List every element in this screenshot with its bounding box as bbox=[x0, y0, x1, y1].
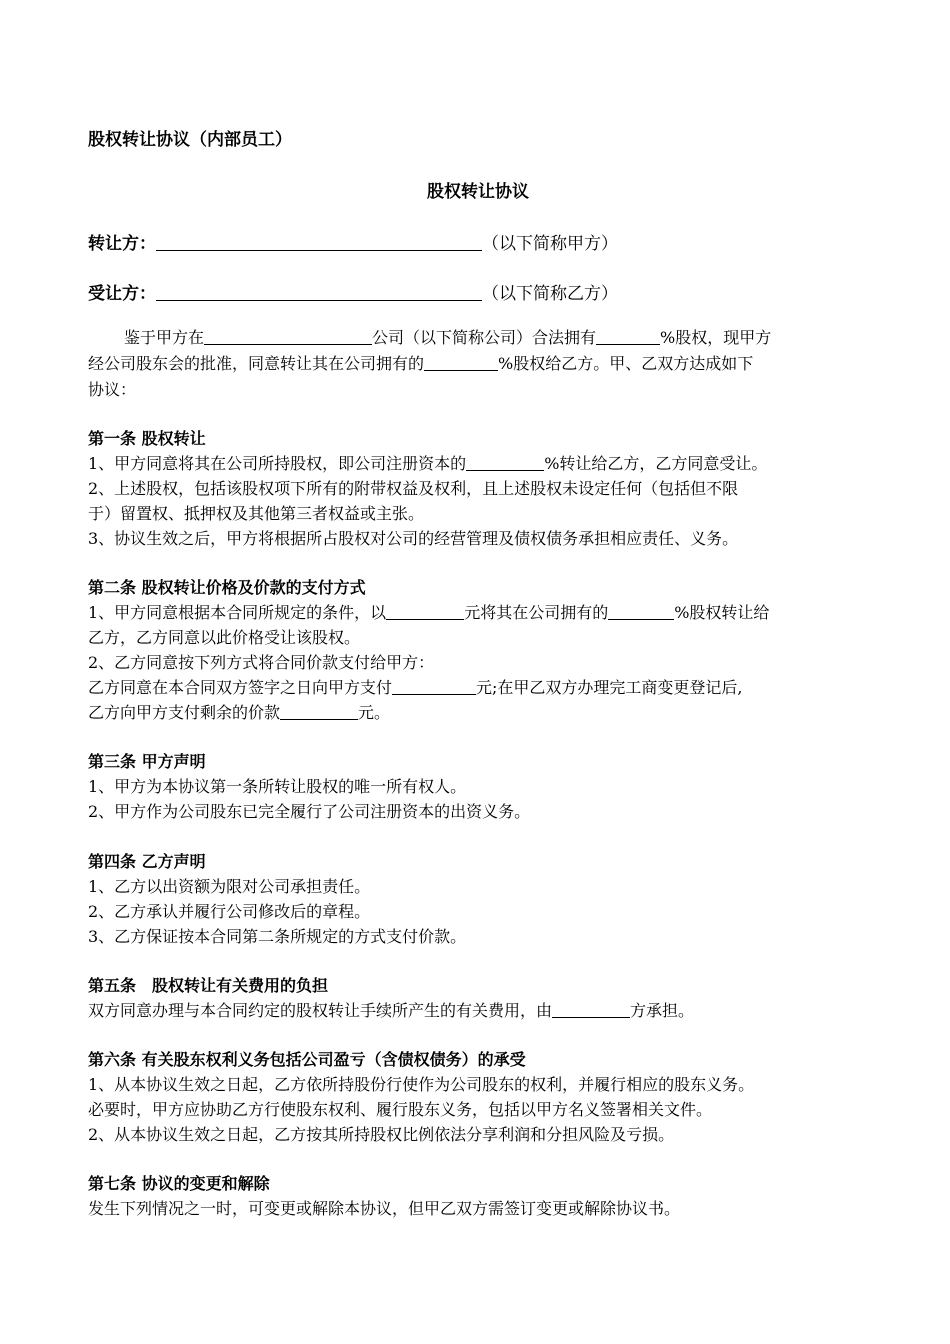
clause-text: 2、上述股权，包括该股权项下所有的附带权益及权利，且上述股权未设定任何（包括但不限 bbox=[88, 479, 739, 498]
clause-text: 1、乙方以出资额为限对公司承担责任。 bbox=[88, 877, 371, 896]
clause-text: 方承担。 bbox=[630, 1001, 695, 1020]
clause-text: 元。 bbox=[358, 703, 391, 722]
clause-text: 于）留置权、抵押权及其他第三者权益或主张。 bbox=[88, 504, 425, 523]
clause-text: 发生下列情况之一时，可变更或解除本协议，但甲乙双方需签订变更或解除协议书。 bbox=[88, 1199, 681, 1218]
remaining-payment-blank[interactable] bbox=[280, 703, 358, 720]
transfer-percent-blank[interactable] bbox=[424, 354, 498, 371]
intro-text: %股权，现甲方 bbox=[660, 328, 772, 347]
price-blank[interactable] bbox=[386, 603, 464, 620]
section-7 bbox=[88, 1171, 878, 1221]
section-5 bbox=[88, 973, 878, 1023]
section-2 bbox=[88, 575, 878, 725]
clause-text: 元;在甲乙双方办理完工商变更登记后, bbox=[476, 678, 743, 697]
intro-text: 公司（以下简称公司）合法拥有 bbox=[372, 328, 597, 347]
transferor-line bbox=[88, 229, 618, 254]
clause-text: 2、甲方作为公司股东已完全履行了公司注册资本的出资义务。 bbox=[88, 802, 531, 821]
section-title: 第二条 股权转让价格及价款的支付方式 bbox=[88, 578, 366, 597]
transferee-line bbox=[88, 279, 618, 304]
owned-percent-blank[interactable] bbox=[596, 328, 660, 345]
transferee-name-blank[interactable] bbox=[156, 284, 482, 301]
clause-text: 乙方同意在本合同双方签字之日向甲方支付 bbox=[88, 678, 393, 697]
transferee-suffix: （以下简称乙方） bbox=[482, 284, 618, 304]
clause-text: 2、乙方承认并履行公司修改后的章程。 bbox=[88, 902, 371, 921]
intro-text: %股权给乙方。甲、乙双方达成如下 bbox=[498, 354, 754, 373]
section-3 bbox=[88, 749, 878, 824]
section-title: 第七条 协议的变更和解除 bbox=[88, 1174, 270, 1193]
clause-text: 3、乙方保证按本合同第二条所规定的方式支付价款。 bbox=[88, 927, 467, 946]
registered-capital-percent-blank[interactable] bbox=[466, 454, 544, 471]
company-name-blank[interactable] bbox=[204, 328, 372, 345]
section-title: 第六条 有关股东权利义务包括公司盈亏（含债权债务）的承受 bbox=[88, 1050, 526, 1069]
clause-text: 2、从本协议生效之日起，乙方按其所持股权比例依法分享利润和分担风险及亏损。 bbox=[88, 1125, 675, 1144]
fee-party-blank[interactable] bbox=[552, 1001, 630, 1018]
intro-text: 鉴于甲方在 bbox=[124, 328, 205, 347]
transferor-name-blank[interactable] bbox=[156, 234, 482, 251]
price-percent-blank[interactable] bbox=[608, 603, 674, 620]
clause-text: 1、从本协议生效之日起，乙方依所持股份行使作为公司股东的权利，并履行相应的股东义务。 bbox=[88, 1075, 755, 1094]
intro-text: 经公司股东会的批准，同意转让其在公司拥有的 bbox=[88, 354, 425, 373]
intro-text: 协议： bbox=[88, 380, 137, 399]
section-title: 第四条 乙方声明 bbox=[88, 852, 206, 871]
document-heading: 股权转让协议（内部员工） bbox=[88, 130, 292, 150]
section-6 bbox=[88, 1047, 878, 1147]
clause-text: 必要时，甲方应协助乙方行使股东权利、履行股东义务，包括以甲方名义签署相关文件。 bbox=[88, 1100, 713, 1119]
transferee-label: 受让方： bbox=[88, 284, 156, 304]
intro-paragraph bbox=[88, 325, 868, 403]
section-1 bbox=[88, 426, 878, 551]
transferor-label: 转让方： bbox=[88, 234, 156, 254]
clause-text: 3、协议生效之后，甲方将根据所占股权对公司的经营管理及债权债务承担相应责任、义务。 bbox=[88, 529, 739, 548]
clause-text: 2、乙方同意按下列方式将合同价款支付给甲方： bbox=[88, 653, 435, 672]
clause-text: 乙方向甲方支付剩余的价款 bbox=[88, 703, 281, 722]
clause-text: 1、甲方同意根据本合同所规定的条件，以 bbox=[88, 603, 387, 622]
clause-text: 双方同意办理与本合同约定的股权转让手续所产生的有关费用，由 bbox=[88, 1001, 553, 1020]
section-title: 第五条 股权转让有关费用的负担 bbox=[88, 976, 329, 995]
transferor-suffix: （以下简称甲方） bbox=[482, 234, 618, 254]
clause-text: 元将其在公司拥有的 bbox=[464, 603, 609, 622]
clause-text: %转让给乙方，乙方同意受让。 bbox=[544, 454, 768, 473]
section-title: 第一条 股权转让 bbox=[88, 429, 206, 448]
section-title: 第三条 甲方声明 bbox=[88, 752, 206, 771]
clause-text: %股权转让给 bbox=[674, 603, 770, 622]
clause-text: 1、甲方同意将其在公司所持股权，即公司注册资本的 bbox=[88, 454, 467, 473]
section-4 bbox=[88, 849, 878, 949]
clause-text: 乙方，乙方同意以此价格受让该股权。 bbox=[88, 628, 361, 647]
clause-text: 1、甲方为本协议第一条所转让股权的唯一所有权人。 bbox=[88, 777, 467, 796]
first-payment-blank[interactable] bbox=[392, 678, 476, 695]
document-title: 股权转让协议 bbox=[427, 182, 529, 202]
